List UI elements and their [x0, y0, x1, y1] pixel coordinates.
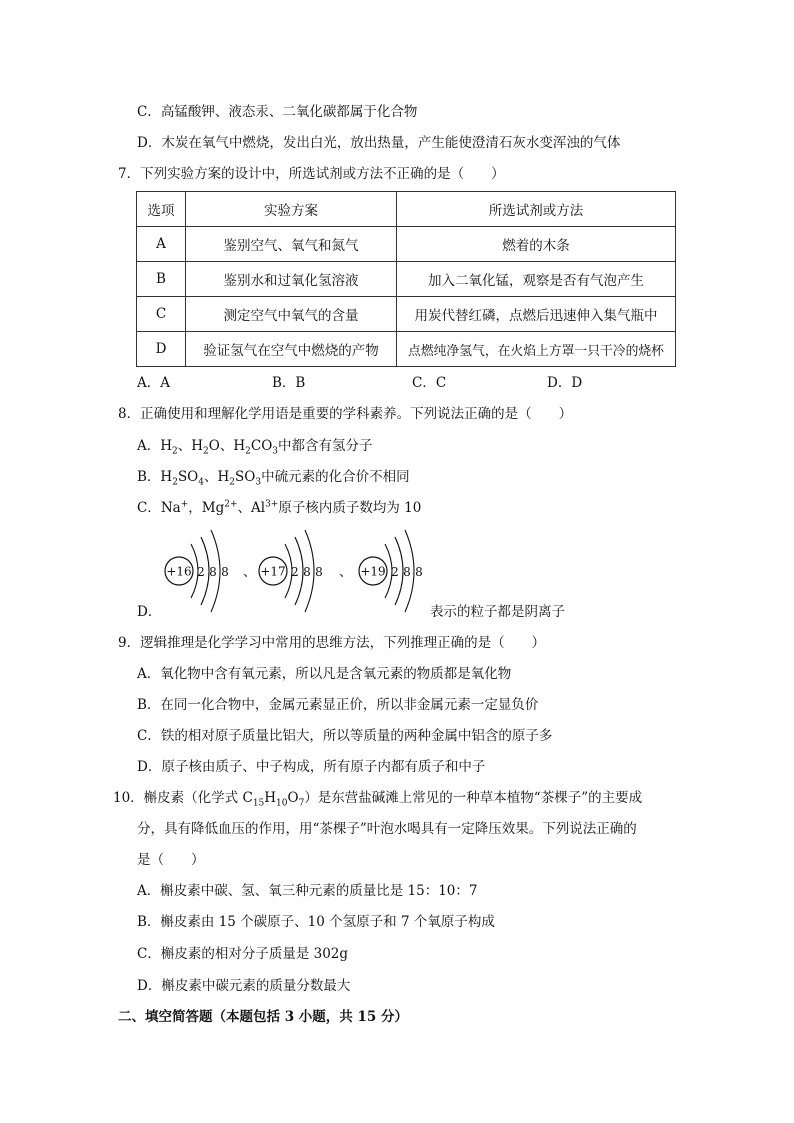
separator: 、: [339, 565, 353, 580]
svg-text:2: 2: [197, 565, 205, 579]
table-cell: 用炭代替红磷，点燃后迅速伸入集气瓶中: [397, 297, 676, 332]
q8-stem: 8．正确使用和理解化学用语是重要的学科素养。下列说法正确的是（ ）: [118, 406, 573, 422]
q10-stem-line3: 是（ ）: [137, 852, 205, 868]
svg-text:2: 2: [391, 565, 399, 579]
q8-option-d-text: 表示的粒子都是阴离子: [430, 604, 565, 620]
q10-option-d: D．槲皮素中碳元素的质量分数最大: [137, 978, 351, 994]
q6-option-d: D．木炭在氧气中燃烧，发出白光，放出热量，产生能使澄清石灰水变浑浊的气体: [137, 135, 621, 151]
svg-text:2: 2: [291, 565, 299, 579]
svg-text:+17: +17: [260, 564, 286, 579]
svg-text:+19: +19: [360, 564, 386, 579]
q8-option-d-label: D．: [137, 604, 162, 620]
table-header-row: [137, 192, 676, 227]
q7-table: [136, 191, 676, 367]
table-cell: D: [137, 332, 186, 367]
table-header-cell: 实验方案: [186, 192, 397, 227]
q7-stem: 7．下列实验方案的设计中，所选试剂或方法不正确的是（ ）: [118, 166, 505, 182]
svg-text:8: 8: [403, 565, 411, 579]
table-cell: 点燃纯净氢气，在火焰上方罩一只干冷的烧杯: [397, 332, 676, 367]
q8-option-c: C．Na+，$Mg^{2+}$、$Al^{3+}$原子核内质子数均为 10: [137, 499, 422, 516]
table-cell: B: [137, 262, 186, 297]
table-header-cell: 选项: [137, 192, 186, 227]
atom-diagram-k: [359, 530, 423, 612]
q10-stem-line2: 分，具有降低血压的作用，用“茶棵子”叶泡水喝具有一定降压效果。下列说法正确的: [137, 821, 637, 837]
atomic-structure-diagrams: [155, 524, 445, 616]
q10-option-a: A．槲皮素中碳、氢、氧三种元素的质量比是 15：10：7: [137, 883, 478, 899]
q8-option-b: B．$H_2SO_4$、$H_2SO_3$中硫元素的化合价不相同: [137, 469, 410, 488]
q9-option-a: A．氧化物中含有氧元素，所以凡是含氧元素的物质都是氧化物: [137, 666, 512, 682]
atom-diagram-s: [165, 530, 229, 612]
table-row: [137, 262, 676, 297]
table-cell: 鉴别水和过氧化氢溶液: [186, 262, 397, 297]
q9-stem: 9．逻辑推理是化学学习中常用的思维方法，下列推理正确的是（ ）: [118, 635, 546, 651]
svg-text:8: 8: [415, 565, 423, 579]
q9-option-c: C．铁的相对原子质量比铝大，所以等质量的两种金属中铝含的原子多: [137, 728, 553, 744]
q7-choice-c: C．C: [412, 375, 447, 391]
q10-stem-line1: 10．槲皮素（化学式 $C_{15}H_{10}O_7$）是东营盐碱滩上常见的一种草本植物“茶棵子”的主要成: [113, 790, 643, 809]
atom-diagram-cl: [259, 530, 323, 612]
q8-option-a: A．$H_2$、$H_2O$、$H_2CO_3$中都含有氢分子: [137, 438, 373, 457]
svg-text:8: 8: [303, 565, 311, 579]
table-row: [137, 227, 676, 262]
svg-text:8: 8: [221, 565, 229, 579]
table-cell: C: [137, 297, 186, 332]
table-cell: A: [137, 227, 186, 262]
svg-text:8: 8: [209, 565, 217, 579]
svg-text:8: 8: [315, 565, 323, 579]
table-row: [137, 297, 676, 332]
q10-option-b: B．槲皮素由 15 个碳原子、10 个氢原子和 7 个氧原子构成: [137, 914, 495, 930]
separator: 、: [243, 565, 257, 580]
q9-option-d: D．原子核由质子、中子构成，所有原子内都有质子和中子: [137, 759, 486, 775]
q7-choice-d: D．D: [547, 375, 583, 391]
q7-choice-b: B．B: [272, 375, 306, 391]
table-cell: 燃着的木条: [397, 227, 676, 262]
table-cell: 鉴别空气、氧气和氮气: [186, 227, 397, 262]
table-cell: 验证氢气在空气中燃烧的产物: [186, 332, 397, 367]
q9-option-b: B．在同一化合物中，金属元素显正价，所以非金属元素一定显负价: [137, 697, 539, 713]
table-row: [137, 332, 676, 367]
svg-text:+16: +16: [166, 564, 192, 579]
section-heading: 二、填空简答题（本题包括 3 小题，共 15 分）: [118, 1009, 408, 1025]
table-cell: 测定空气中氧气的含量: [186, 297, 397, 332]
table-header-cell: 所选试剂或方法: [397, 192, 676, 227]
q7-choice-a: A．A: [137, 375, 170, 391]
q6-option-c: C．高锰酸钾、液态汞、二氧化碳都属于化合物: [137, 104, 418, 120]
q10-option-c: C．槲皮素的相对分子质量是 302g: [137, 946, 349, 962]
table-cell: 加入二氧化锰，观察是否有气泡产生: [397, 262, 676, 297]
